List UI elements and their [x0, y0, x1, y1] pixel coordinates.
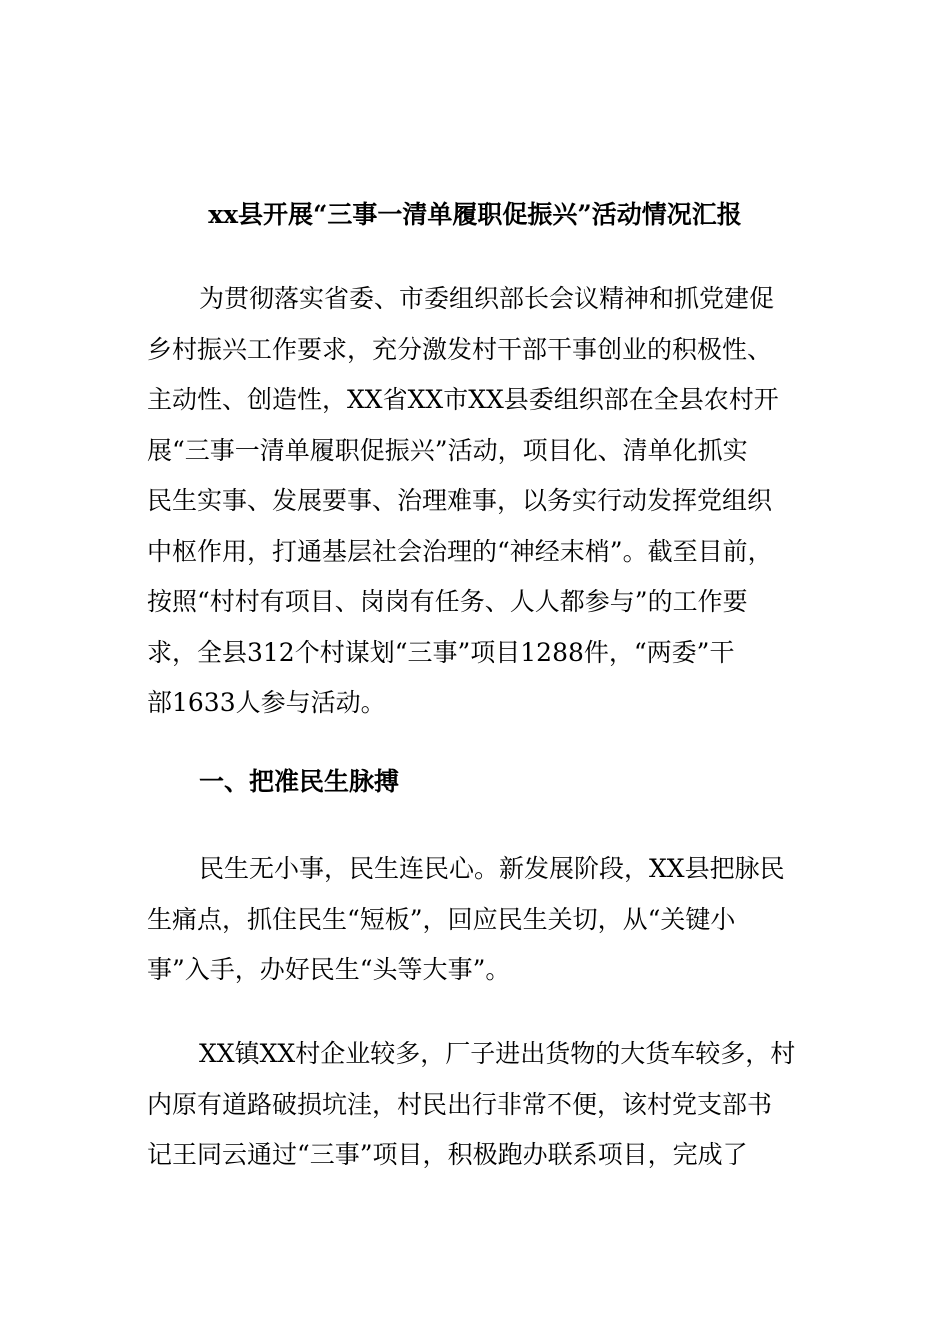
paragraph-village-case	[147, 1029, 807, 1181]
paragraph-livelihood	[147, 844, 807, 996]
section-heading: 一、把准民生脉搏	[199, 767, 400, 796]
paragraph-line: 中枢作用，打通基层社会治理的“神经末梢”。截至目前，	[147, 536, 773, 566]
paragraph-line: 记王同云通过“三事”项目，积极跑办联系项目，完成了	[147, 1140, 748, 1169]
paragraph-intro	[147, 274, 807, 729]
paragraph-line: 为贯彻落实省委、市委组织部长会议精神和抓党建促	[199, 284, 775, 313]
paragraph-line: 展“三事一清单履职促振兴”活动，项目化、清单化抓实	[147, 435, 748, 465]
paragraph-line: 乡村振兴工作要求，充分激发村干部干事创业的积极性、	[147, 334, 773, 364]
paragraph-line: 主动性、创造性，XX省XX市XX县委组织部在全县农村开	[147, 385, 779, 414]
paragraph-line: 内原有道路破损坑洼，村民出行非常不便，该村党支部书	[147, 1089, 773, 1119]
paragraph-line: 民生无小事，民生连民心。新发展阶段，XX县把脉民	[199, 854, 785, 883]
paragraph-line: 事”入手，办好民生“头等大事”。	[147, 955, 511, 984]
paragraph-line: 生痛点，抓住民生“短板”，回应民生关切，从“关键小	[147, 904, 736, 934]
document-title: xx县开展“三事一清单履职促振兴”活动情况汇报	[208, 200, 742, 229]
paragraph-line: XX镇XX村企业较多，厂子进出货物的大货车较多，村	[199, 1039, 796, 1068]
paragraph-line: 求，全县312个村谋划“三事”项目1288件，“两委”干	[147, 637, 735, 667]
paragraph-line: 民生实事、发展要事、治理难事，以务实行动发挥党组织	[147, 486, 773, 515]
paragraph-line: 部1633人参与活动。	[147, 688, 386, 717]
paragraph-line: 按照“村村有项目、岗岗有任务、人人都参与”的工作要	[147, 587, 748, 616]
